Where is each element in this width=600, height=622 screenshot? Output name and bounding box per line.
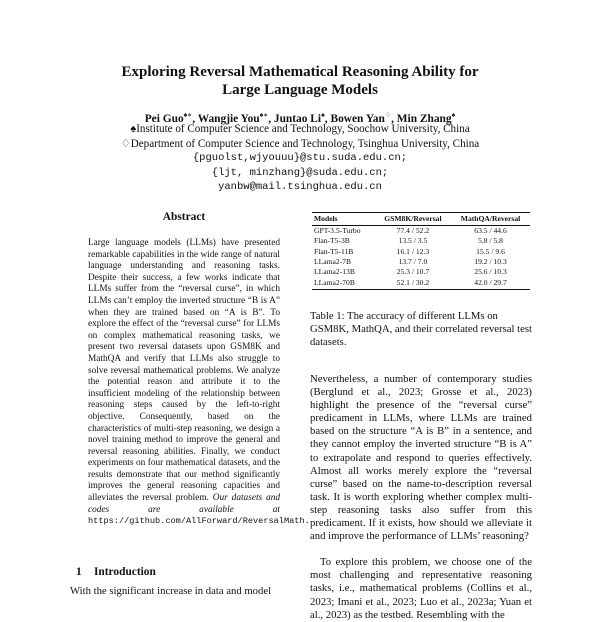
email-line: yanbw@mail.tsinghua.edu.cn (218, 181, 382, 193)
mathqa-cell: 42.0 / 29.7 (451, 277, 530, 289)
author-separator: , (192, 112, 198, 125)
email-line: {ljt, minzhang}@suda.edu.cn; (211, 166, 389, 179)
gsm8k-cell: 77.4 / 52.2 (396, 225, 430, 235)
affiliation-soochow: ♠Institute of Computer Science and Technology, Soochow University, China (130, 123, 470, 135)
author-marks: ♠ (321, 111, 325, 119)
author-separator: , (268, 112, 274, 125)
mathqa-cell: 19.2 / 10.3 (474, 257, 507, 267)
section-heading-introduction (76, 566, 156, 578)
model-cell: LLama2-7B (314, 257, 352, 267)
mathqa-cell: 25.6 / 10.3 (474, 267, 507, 277)
gsm8k-cell: 25.3 / 10.7 (396, 267, 430, 277)
paper-title (0, 63, 600, 99)
mathqa-cell: 63.5 / 44.6 (474, 225, 507, 235)
introduction-text: With the significant increase in data and model (70, 585, 272, 597)
model-cell: GPT-3.5-Turbo (314, 225, 361, 235)
title-line-1: Exploring Reversal Mathematical Reasoning Ability for (121, 64, 479, 80)
abstract-text: Large language models (LLMs) have presented remarkable capabilities in the wide range of natural language understanding and reasoning tasks. Despite their success, a few works indicate that LLMs suffer from the “reversal curse”, in which LLMs can’t employ the inverted structure “B is A” when they are trained based on “A is B”. To explore the effect of the “reversal curse” for LLMs on complex mathematical reasoning tasks, we present two reversal datasets upon GSM8K and MathQA and verify that LLMs also struggle to solve reversal mathematical problems. We analyze the potential reason and attribute it to the insufficient modeling of the relationship between reasoning steps caused by the left-to-right objective. Consequently, based on the characteristics of multi-step reasoning, we design a novel training method to improve the general and reversal reasoning abilities. Finally, we conduct experiments on four mathematical datasets, and the results demonstrate that our method significantly improves the general reasoning capacities and alleviates the reversal problem. (88, 238, 280, 504)
paragraph: Nevertheless, a number of contemporary studies (Berglund et al., 2023; Grosse et al., 2023) highlight the presence of the “reversal curse” predicament in LLMs, where LLMs are trained based on the structure “A is B” in a sentence, and they cannot employ the inverted structure “B is A” to extrapolate and respond to queries effectively. Almost all works merely explore the “reversal curse” based on the name-to-description reversal task. It is worth exploring whether complex multi-step reasoning tasks also suffer from this predicament. If it exists, how should we alleviate it and improve the performance of LLMs’ reasoning? (310, 373, 532, 543)
author-name: Min Zhang (396, 112, 452, 125)
gsm8k-cell: 16.1 / 12.3 (396, 246, 430, 256)
affiliations (0, 122, 600, 195)
gsm8k-cell: 52.1 / 30.2 (375, 277, 451, 289)
results-table (312, 212, 530, 290)
author-marks: ♠∗ (259, 111, 269, 119)
model-cell: LLama2-13B (314, 267, 355, 277)
author-marks: ♠ (451, 111, 456, 119)
author-separator: , (324, 112, 331, 125)
table-row (312, 277, 530, 289)
table-caption: Table 1: The accuracy of different LLMs on GSM8K, MathQA, and their correlated reversal test datasets. (310, 310, 532, 348)
abstract-body (88, 238, 310, 528)
table-row (312, 267, 530, 277)
column-header: GSM8K/Reversal (375, 213, 451, 226)
author-name: Juntao Li (273, 112, 322, 125)
model-cell: LLama2-70B (312, 277, 375, 289)
author-marks: ♢ (384, 111, 392, 119)
column-header: MathQA/Reversal (451, 213, 530, 226)
author-marks: ♠∗ (183, 111, 193, 119)
author-name: Bowen Yan (330, 112, 385, 125)
results-table-container (312, 212, 530, 290)
model-cell: Flan-T5-11B (314, 246, 354, 256)
title-line-2: Large Language Models (222, 82, 378, 98)
availability-note: Our datasets and codes are available at (88, 493, 280, 515)
gsm8k-cell: 13.5 / 3.5 (398, 236, 428, 246)
model-cell: Flan-T5-3B (314, 236, 350, 246)
table-row (312, 225, 530, 236)
affiliation-tsinghua: ♢Department of Computer Science and Technology, Tsinghua University, China (120, 137, 480, 150)
author-separator: , (391, 112, 397, 125)
table-row (312, 246, 530, 256)
right-column-text (310, 373, 532, 622)
author-name: Wangjie You (197, 112, 260, 125)
mathqa-cell: 5.8 / 5.8 (478, 236, 503, 246)
mathqa-cell: 15.5 / 9.6 (476, 246, 505, 256)
table-header-row (312, 213, 530, 226)
author-name: Pei Guo (144, 112, 184, 125)
table-row (312, 257, 530, 267)
paragraph: To explore this problem, we choose one of the most challenging and representative reasoning tasks, i.e., mathematical problems (Collins et al., 2023; Imani et al., 2023; Luo et al., 2023a; Yuan et al., 2023) as the testbed. Resembling with the (310, 556, 532, 621)
section-title: Introduction (94, 566, 156, 578)
gsm8k-cell: 13.7 / 7.0 (398, 257, 428, 267)
abstract-heading: Abstract (162, 211, 206, 223)
code-url-link[interactable]: https://github.com/AllForward/ReversalMath. (88, 516, 310, 527)
section-number: 1 (76, 566, 82, 578)
table-row (312, 236, 530, 246)
email-line: {pguolst,wjyouuu}@stu.suda.edu.cn; (192, 152, 408, 164)
column-header: Models (312, 213, 375, 226)
